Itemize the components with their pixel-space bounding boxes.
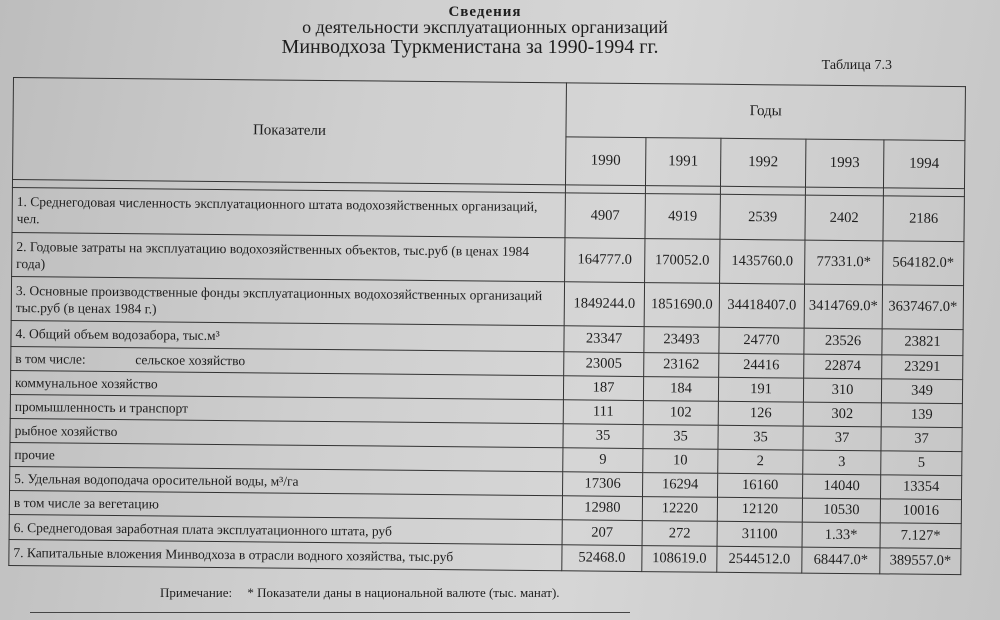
cell-value: 102	[643, 401, 718, 426]
cell-value: 31100	[717, 521, 802, 547]
row-label: 2. Годовые затраты на эксплуатацию водохозяйственных объектов, тыс.руб (в ценах 1984 года)	[12, 232, 565, 281]
row-label: 7. Капитальные вложения Минводхоза в отрасли водного хозяйства, тыс.руб	[9, 539, 562, 570]
cell-value: 7.127*	[880, 523, 961, 549]
cell-value: 35	[563, 424, 643, 449]
cell-value: 139	[881, 403, 962, 428]
row-label: 1. Среднегодовая численность эксплуатационного штата водохозяйственных организаций, чел.	[12, 187, 565, 237]
footnote	[160, 585, 572, 601]
cell-value: 2544512.0	[717, 546, 802, 573]
year-header: 1992	[720, 138, 805, 187]
cell-value: 1851690.0	[644, 283, 719, 328]
row-label: прочие	[10, 442, 563, 471]
cell-value: 126	[718, 401, 803, 426]
row-label: коммунальное хозяйство	[10, 370, 563, 399]
cell-value: 17306	[563, 472, 643, 497]
cell-value: 111	[563, 400, 643, 425]
cell-value: 35	[643, 425, 718, 450]
table-number: Таблица 7.3	[821, 58, 892, 73]
cell-value: 52468.0	[562, 545, 642, 572]
footnote-label: Примечание:	[160, 585, 233, 600]
cell-value: 187	[563, 376, 643, 401]
cell-value: 23493	[644, 327, 719, 354]
cell-value: 302	[803, 402, 881, 427]
doc-title-line2: о деятельности эксплуатационных организаций	[302, 17, 668, 37]
cell-value: 3	[803, 450, 881, 475]
cell-value: 13354	[880, 475, 961, 500]
cell-value: 1.33*	[802, 522, 880, 548]
cell-value: 1849244.0	[564, 282, 644, 327]
subcategory-prefix: в том числе:	[15, 351, 86, 367]
cell-value: 10	[643, 449, 718, 474]
row-label: рыбное хозяйство	[10, 418, 563, 447]
doc-title-line1: Сведения	[448, 4, 522, 20]
cell-value: 349	[881, 379, 962, 404]
cell-value: 12980	[562, 496, 642, 521]
cell-value: 5	[881, 451, 962, 476]
year-header: 1991	[645, 138, 720, 187]
cell-value: 2539	[720, 194, 805, 240]
row-label: 4. Общий объем водозабора, тыс.м³	[11, 320, 564, 351]
cell-value: 389557.0*	[880, 548, 961, 575]
cell-value: 23526	[804, 328, 882, 355]
cell-value: 108619.0	[642, 546, 717, 573]
cell-value: 16294	[643, 473, 718, 498]
cell-value: 191	[718, 377, 803, 402]
year-header: 1993	[805, 139, 883, 188]
cell-value: 272	[642, 521, 717, 547]
cell-value: 12120	[717, 497, 802, 522]
cell-value: 16160	[717, 473, 802, 498]
cell-value: 24416	[719, 353, 804, 378]
cell-value: 37	[881, 427, 962, 452]
header-years: Годы	[566, 83, 966, 141]
cell-value: 3637467.0*	[882, 285, 963, 330]
row-label: 3. Основные производственные фонды эксплуатационных водохозяйственных организаций тыс.руб (в ценах 1984 г.)	[11, 276, 564, 325]
row-label: в том числе за вегетацию	[9, 490, 562, 519]
year-header: 1994	[883, 140, 965, 189]
cell-value: 9	[563, 448, 643, 473]
cell-value: 23005	[564, 352, 644, 377]
row-label: 5. Удельная водоподача оросительной воды, м³/га	[10, 466, 563, 495]
cell-value: 23162	[644, 353, 719, 378]
cell-value: 170052.0	[645, 239, 720, 284]
cell-value: 3414769.0*	[804, 284, 882, 329]
cell-value: 35	[718, 425, 803, 450]
cell-value: 10530	[802, 498, 880, 523]
cell-value: 12220	[642, 497, 717, 522]
cell-value: 4907	[565, 193, 645, 239]
cell-value: 24770	[719, 327, 804, 354]
subcategory-label: сельское хозяйство	[135, 352, 246, 369]
cell-value: 2186	[883, 196, 964, 242]
cell-value: 2402	[805, 195, 883, 241]
cell-value: 23821	[882, 329, 963, 356]
cell-value: 10016	[880, 499, 961, 524]
header-indicators: Показатели	[13, 78, 567, 185]
row-label: промышленность и транспорт	[10, 394, 563, 423]
cell-value: 23347	[564, 326, 644, 353]
cell-value: 2	[718, 449, 803, 474]
footnote-text: * Показатели даны в национальной валюте (тыс. манат).	[247, 585, 560, 600]
footer-divider	[30, 612, 630, 613]
cell-value: 37	[803, 426, 881, 451]
cell-value: 14040	[802, 474, 880, 499]
cell-value: 23291	[882, 355, 963, 380]
cell-value: 34418407.0	[719, 283, 804, 328]
row-label: 6. Среднегодовая заработная плата эксплуатационного штата, руб	[9, 514, 562, 544]
cell-value: 1435760.0	[720, 239, 805, 284]
doc-title-line3: Минводхоза Туркменистана за 1990-1994 гг.	[281, 36, 659, 58]
cell-value: 184	[643, 377, 718, 402]
cell-value: 164777.0	[565, 238, 645, 283]
cell-value: 77331.0*	[805, 240, 883, 285]
cell-value: 310	[803, 378, 881, 403]
year-header: 1990	[565, 137, 645, 186]
cell-value: 22874	[804, 354, 882, 379]
statistics-table	[8, 77, 966, 575]
cell-value: 68447.0*	[802, 547, 880, 574]
cell-value: 4919	[645, 194, 720, 240]
cell-value: 207	[562, 520, 642, 546]
cell-value: 564182.0*	[883, 241, 964, 286]
